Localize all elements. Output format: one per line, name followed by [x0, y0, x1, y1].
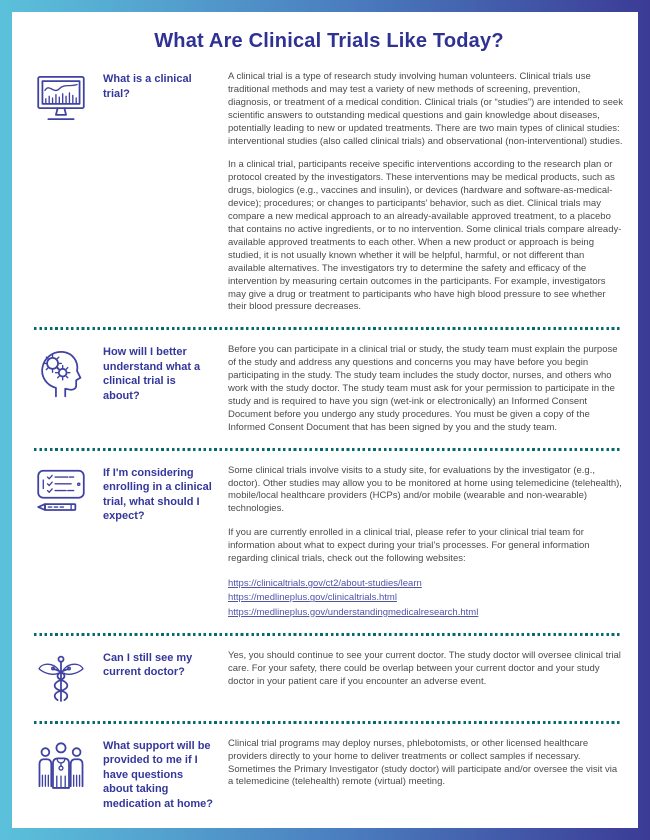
- answer-paragraph: Some clinical trials involve visits to a study site, for evaluations by the investigator (e.g., doctor). Other studies may allow you to be monitored at home using telemedicine (telehealth), mobile/local healthcare providers (HCPs) and/or mobile (wearable and non-wearable) technologies.: [228, 464, 622, 515]
- medical-team-icon: [34, 738, 88, 794]
- answer-paragraph: If you are currently enrolled in a clinical trial, please refer to your clinical trial team for information about what to expect during your trial’s processes. For general information regarding clinical trials, check out the following websites:: [228, 527, 590, 565]
- answer-paragraph: A clinical trial is a type of research study involving human volunteers. Clinical trials use traditional methods and may test a variety of new methods of screening, prevention, diagnosis, or treatment of a medical condition. Clinical trials (or “studies”) are intended to seek scientific answers to outstanding medical questions and gain knowledge about diseases, potentially leading to new or updated treatments. There are two main types of clinical studies: interventional studies (also called clinical trials) and observational (non-interventional) studies.: [228, 71, 623, 147]
- page-title: What Are Clinical Trials Like Today?: [154, 30, 504, 52]
- faq-section-understand-clinical-trial: [34, 344, 624, 434]
- answer: [228, 344, 624, 434]
- dotted-separator: [34, 633, 620, 636]
- faq-section-home-support: [34, 738, 624, 812]
- icon-cell: [34, 465, 90, 517]
- dotted-separator: [34, 448, 620, 451]
- answer: [228, 71, 624, 314]
- link-clinicaltrials-about-studies[interactable]: https://clinicaltrials.gov/ct2/about-studies/learn: [228, 578, 422, 589]
- dotted-separator: [34, 721, 620, 724]
- faq-section-current-doctor: [34, 650, 624, 708]
- answer: [228, 650, 624, 689]
- icon-cell: [34, 650, 90, 708]
- question: What is a clinical trial?: [103, 73, 192, 100]
- icon-cell: [34, 738, 90, 794]
- monitor-chart-icon: [34, 71, 88, 125]
- link-medlineplus-understanding-research[interactable]: https://medlineplus.gov/understandingmedicalresearch.html: [228, 606, 479, 618]
- faq-section-what-is-a-clinical-trial: [34, 71, 624, 314]
- question: Can I still see my current doctor?: [103, 651, 193, 679]
- answer-paragraph: Before you can participate in a clinical trial or study, the study team must explain the purpose of the study and address any questions and concerns you may have before you begin participating in the study. The study team includes the study doctor, nurses, and others who work with the study doctor. The study team must ask for your permission to participate in the study and is required to have you sign (wet-ink or electronically) an Informed Consent Document before you undergo any study procedures. You must be given a copy of the Informed Consent Document that has been signed by you and the study team.: [228, 344, 618, 433]
- answer-paragraph: In a clinical trial, participants receive specific interventions according to the research plan or protocol created by the investigators. These interventions may be medical products, such as drugs, biologics (e.g., vaccines and insulin), or devices (hardware and software-as-medical-device); procedures; or changes to participants’ behavior, such as diet. Clinical trials may compare a new medical approach to an already-available approved treatment, to a placebo that contains no active ingredients, or to no intervention. Some clinical trials compare already-available approved treatments to each other. When a new product or approach is being studied, it is not usually known whether it will be helpful, harmful, or not different than available alternatives. The investigators try to determine the safety and efficacy of the intervention by measuring certain outcomes in the participants. For example, investigators may give a drug or treatment to participants who have high blood pressure to see whether their blood pressure decreases.: [228, 159, 622, 313]
- tablet-checklist-icon: [34, 465, 88, 517]
- question: What support will be provided to me if I have questions about taking medication at home?: [103, 739, 214, 810]
- question: How will I better understand what a clinical trial is about?: [103, 346, 201, 402]
- answer: [228, 738, 624, 790]
- link-medlineplus-clinicaltrials[interactable]: https://medlineplus.gov/clinicaltrials.html: [228, 592, 397, 604]
- answer: [228, 465, 624, 620]
- document: [12, 12, 638, 828]
- answer-paragraph: Clinical trial programs may deploy nurses, phlebotomists, or other licensed healthcare providers directly to your home to deliver treatments or collect samples if necessary. Sometimes the Primary Investigator (study doctor) will participate and/or oversee the visit via a telemedicine (telehealth) remote (virtual) meeting.: [228, 737, 618, 788]
- head-gears-icon: [34, 344, 88, 398]
- question: If I'm considering enrolling in a clinical trial, what should I expect?: [103, 466, 212, 523]
- resource-links: [228, 577, 624, 620]
- answer-paragraph: Yes, you should continue to see your current doctor. The study doctor will oversee clinical trial care. For your safety, there could be overlap between your current doctor and your study doctor in your patient care if you encounter an adverse event.: [228, 649, 621, 687]
- caduceus-icon: [34, 650, 88, 708]
- dotted-separator: [34, 327, 620, 330]
- icon-cell: [34, 344, 90, 398]
- icon-cell: [34, 71, 90, 125]
- faq-section-enrolling-expectations: [34, 465, 624, 620]
